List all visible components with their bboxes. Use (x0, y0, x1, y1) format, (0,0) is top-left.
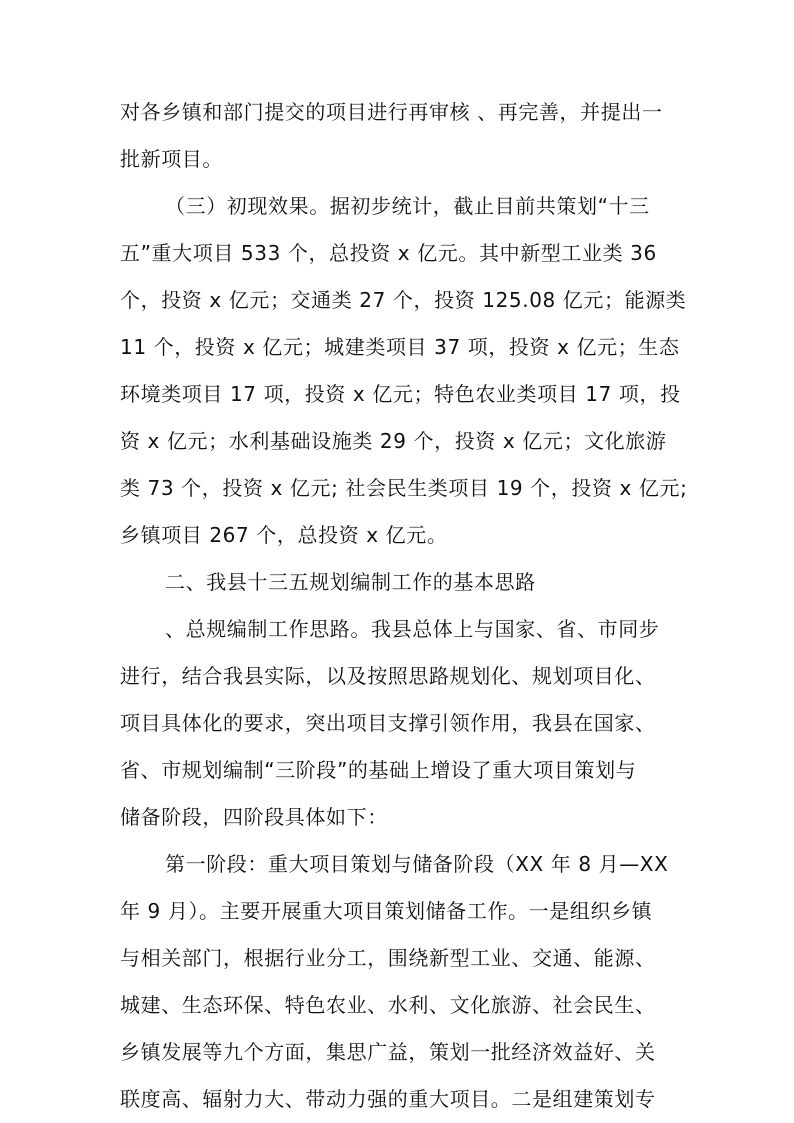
paragraph-line: 对各乡镇和部门提交的项目进行再审核 、再完善，并提出一 (120, 100, 663, 124)
paragraph-line: 资 x 亿元；水利基础设施类 29 个，投资 x 亿元；文化旅游 (120, 429, 667, 453)
paragraph-line: 、总规编制工作思路。我县总体上与国家、省、市同步 (165, 617, 660, 641)
paragraph-line: 乡镇项目 267 个，总投资 x 亿元。 (120, 523, 448, 547)
paragraph-line: 年 9 月）。主要开展重大项目策划储备工作。一是组织乡镇 (120, 899, 653, 923)
paragraph-line: 项目具体化的要求，突出项目支撑引领作用，我县在国家、 (120, 711, 656, 735)
paragraph-line: 第一阶段：重大项目策划与储备阶段（XX 年 8 月—XX (165, 852, 669, 876)
paragraph-line: 批新项目。 (120, 147, 223, 171)
paragraph-line: 类 73 个，投资 x 亿元; 社会民生类项目 19 个，投资 x 亿元; (120, 476, 688, 500)
paragraph-line: 五”重大项目 533 个，总投资 x 亿元。其中新型工业类 36 (120, 241, 657, 265)
paragraph-line: 省、市规划编制“三阶段”的基础上增设了重大项目策划与 (120, 758, 637, 782)
paragraph-line: 与相关部门，根据行业分工，围绕新型工业、交通、能源、 (120, 946, 656, 970)
section-heading: 二、我县十三五规划编制工作的基本思路 (165, 570, 536, 594)
paragraph-line: 联度高、辐射力大、带动力强的重大项目。二是组建策划专 (120, 1087, 656, 1111)
paragraph-line: 储备阶段，四阶段具体如下： (120, 805, 388, 829)
paragraph-line: 11 个，投资 x 亿元；城建类项目 37 项，投资 x 亿元；生态 (120, 335, 680, 359)
paragraph-line: （三）初现效果。据初步统计，截止目前共策划“十三 (165, 194, 650, 218)
paragraph-line: 个，投资 x 亿元；交通类 27 个，投资 125.08 亿元；能源类 (120, 288, 687, 312)
paragraph-line: 环境类项目 17 项，投资 x 亿元；特色农业类项目 17 项，投 (120, 382, 681, 406)
paragraph-line: 城建、生态环保、特色农业、水利、文化旅游、社会民生、 (120, 993, 656, 1017)
paragraph-line: 进行，结合我县实际，以及按照思路规划化、规划项目化、 (120, 664, 656, 688)
paragraph-line: 乡镇发展等九个方面，集思广益，策划一批经济效益好、关 (120, 1040, 656, 1064)
